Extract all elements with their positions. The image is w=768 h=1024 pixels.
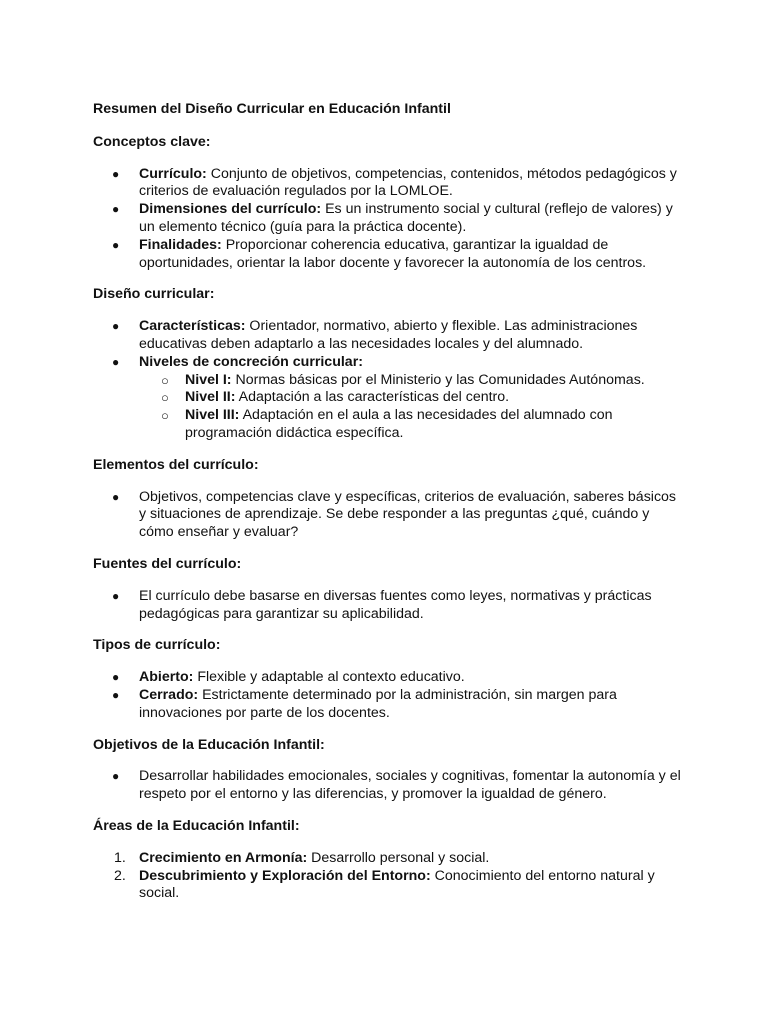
list-item <box>93 166 683 202</box>
sub-list-item <box>139 389 683 407</box>
section-heading: Objetivos de la Educación Infantil: <box>93 736 325 753</box>
item-term: Nivel I: <box>185 371 232 388</box>
section-fuentes <box>93 556 683 623</box>
section-tipos <box>93 637 683 722</box>
section-heading: Fuentes del currículo: <box>93 555 242 572</box>
bullet-icon: ● <box>112 237 120 252</box>
sub-bullet-list <box>139 372 683 443</box>
item-term: Abierto: <box>139 669 194 686</box>
item-text: Desarrollar habilidades emocionales, sociales y cognitivas, fomentar la autonomía y el respeto por el entorno y las diferencias, y promover la igualdad de género. <box>139 768 681 803</box>
document-title: Resumen del Diseño Curricular en Educación Infantil <box>93 101 451 117</box>
item-text: Adaptación a las características del centro. <box>235 389 510 406</box>
item-term: Características: <box>139 318 246 335</box>
section-heading: Tipos de currículo: <box>93 637 221 654</box>
list-item <box>93 237 683 273</box>
item-text: Proporcionar coherencia educativa, garantizar la igualdad de oportunidades, orientar la labor docente y favorecer la autonomía de los centros. <box>139 236 647 271</box>
circle-bullet-icon: ○ <box>161 390 169 406</box>
bullet-icon: ● <box>112 489 120 504</box>
item-text: Conocimiento del entorno natural y social. <box>139 867 655 902</box>
sub-list-item <box>139 407 683 443</box>
item-text: Orientador, normativo, abierto y flexible. Las administraciones educativas deben adaptarlo a las necesidades locales y del alumnado. <box>139 318 638 352</box>
item-term: Dimensiones del currículo: <box>139 201 322 218</box>
bullet-icon: ● <box>112 769 120 784</box>
list-number: 2. <box>114 867 126 884</box>
numbered-list <box>93 850 683 903</box>
section-elementos <box>93 457 683 542</box>
bullet-icon: ● <box>112 319 120 334</box>
list-item <box>93 318 683 354</box>
list-item <box>93 687 683 723</box>
item-text: Objetivos, competencias clave y específicas, criterios de evaluación, saberes básicos y situaciones de aprendizaje. Se debe responder a las preguntas ¿qué, cuándo y cómo enseñar y evaluar? <box>139 488 677 541</box>
item-text: Adaptación en el aula a las necesidades del alumnado con programación didáctica específica. <box>185 407 613 441</box>
section-objetivos <box>93 737 683 804</box>
bullet-list <box>93 588 683 624</box>
document-page <box>93 101 683 917</box>
item-term: Nivel III: <box>185 407 240 424</box>
bullet-icon: ● <box>112 670 120 685</box>
section-heading: Conceptos clave: <box>93 133 211 150</box>
circle-bullet-icon: ○ <box>161 408 169 424</box>
bullet-list <box>93 669 683 722</box>
section-conceptos-clave <box>93 134 683 273</box>
section-diseno-curricular <box>93 286 683 442</box>
section-heading: Elementos del currículo: <box>93 456 259 473</box>
bullet-icon: ● <box>112 354 120 369</box>
list-item <box>93 669 683 687</box>
item-text: Desarrollo personal y social. <box>307 849 490 866</box>
bullet-list <box>93 318 683 443</box>
item-term: Crecimiento en Armonía: <box>139 849 308 866</box>
bullet-icon: ● <box>112 588 120 603</box>
item-term: Niveles de concreción curricular: <box>139 353 363 370</box>
item-text: Normas básicas por el Ministerio y las Comunidades Autónomas. <box>231 371 645 388</box>
item-term: Currículo: <box>139 165 207 182</box>
item-term: Nivel II: <box>185 389 236 406</box>
section-heading: Diseño curricular: <box>93 286 215 303</box>
section-heading: Áreas de la Educación Infantil: <box>93 817 300 834</box>
item-text: Flexible y adaptable al contexto educativo. <box>193 669 465 686</box>
list-item <box>93 588 683 624</box>
section-areas <box>93 818 683 903</box>
bullet-icon: ● <box>112 166 120 181</box>
item-term: Finalidades: <box>139 236 222 253</box>
list-item <box>93 489 683 542</box>
item-text: Estrictamente determinado por la administración, sin margen para innovaciones por parte de los docentes. <box>139 686 617 721</box>
list-item <box>93 201 683 237</box>
bullet-list <box>93 489 683 542</box>
bullet-list <box>93 768 683 804</box>
list-number: 1. <box>114 849 126 866</box>
item-term: Cerrado: <box>139 686 199 703</box>
item-text: Conjunto de objetivos, competencias, contenidos, métodos pedagógicos y criterios de evaluación regulados por la LOMLOE. <box>139 165 677 200</box>
list-item <box>93 768 683 804</box>
bullet-icon: ● <box>112 687 120 702</box>
list-item <box>93 850 683 868</box>
list-item <box>93 354 683 443</box>
item-term: Descubrimiento y Exploración del Entorno: <box>139 867 431 884</box>
item-text: El currículo debe basarse en diversas fuentes como leyes, normativas y prácticas pedagógicas para garantizar su aplicabilidad. <box>139 587 652 622</box>
bullet-list <box>93 166 683 273</box>
list-item <box>93 868 683 904</box>
circle-bullet-icon: ○ <box>161 372 169 388</box>
bullet-icon: ● <box>112 202 120 217</box>
sub-list-item <box>139 372 683 390</box>
item-text: Es un instrumento social y cultural (reflejo de valores) y un elemento técnico (guía para la práctica docente). <box>139 201 673 235</box>
